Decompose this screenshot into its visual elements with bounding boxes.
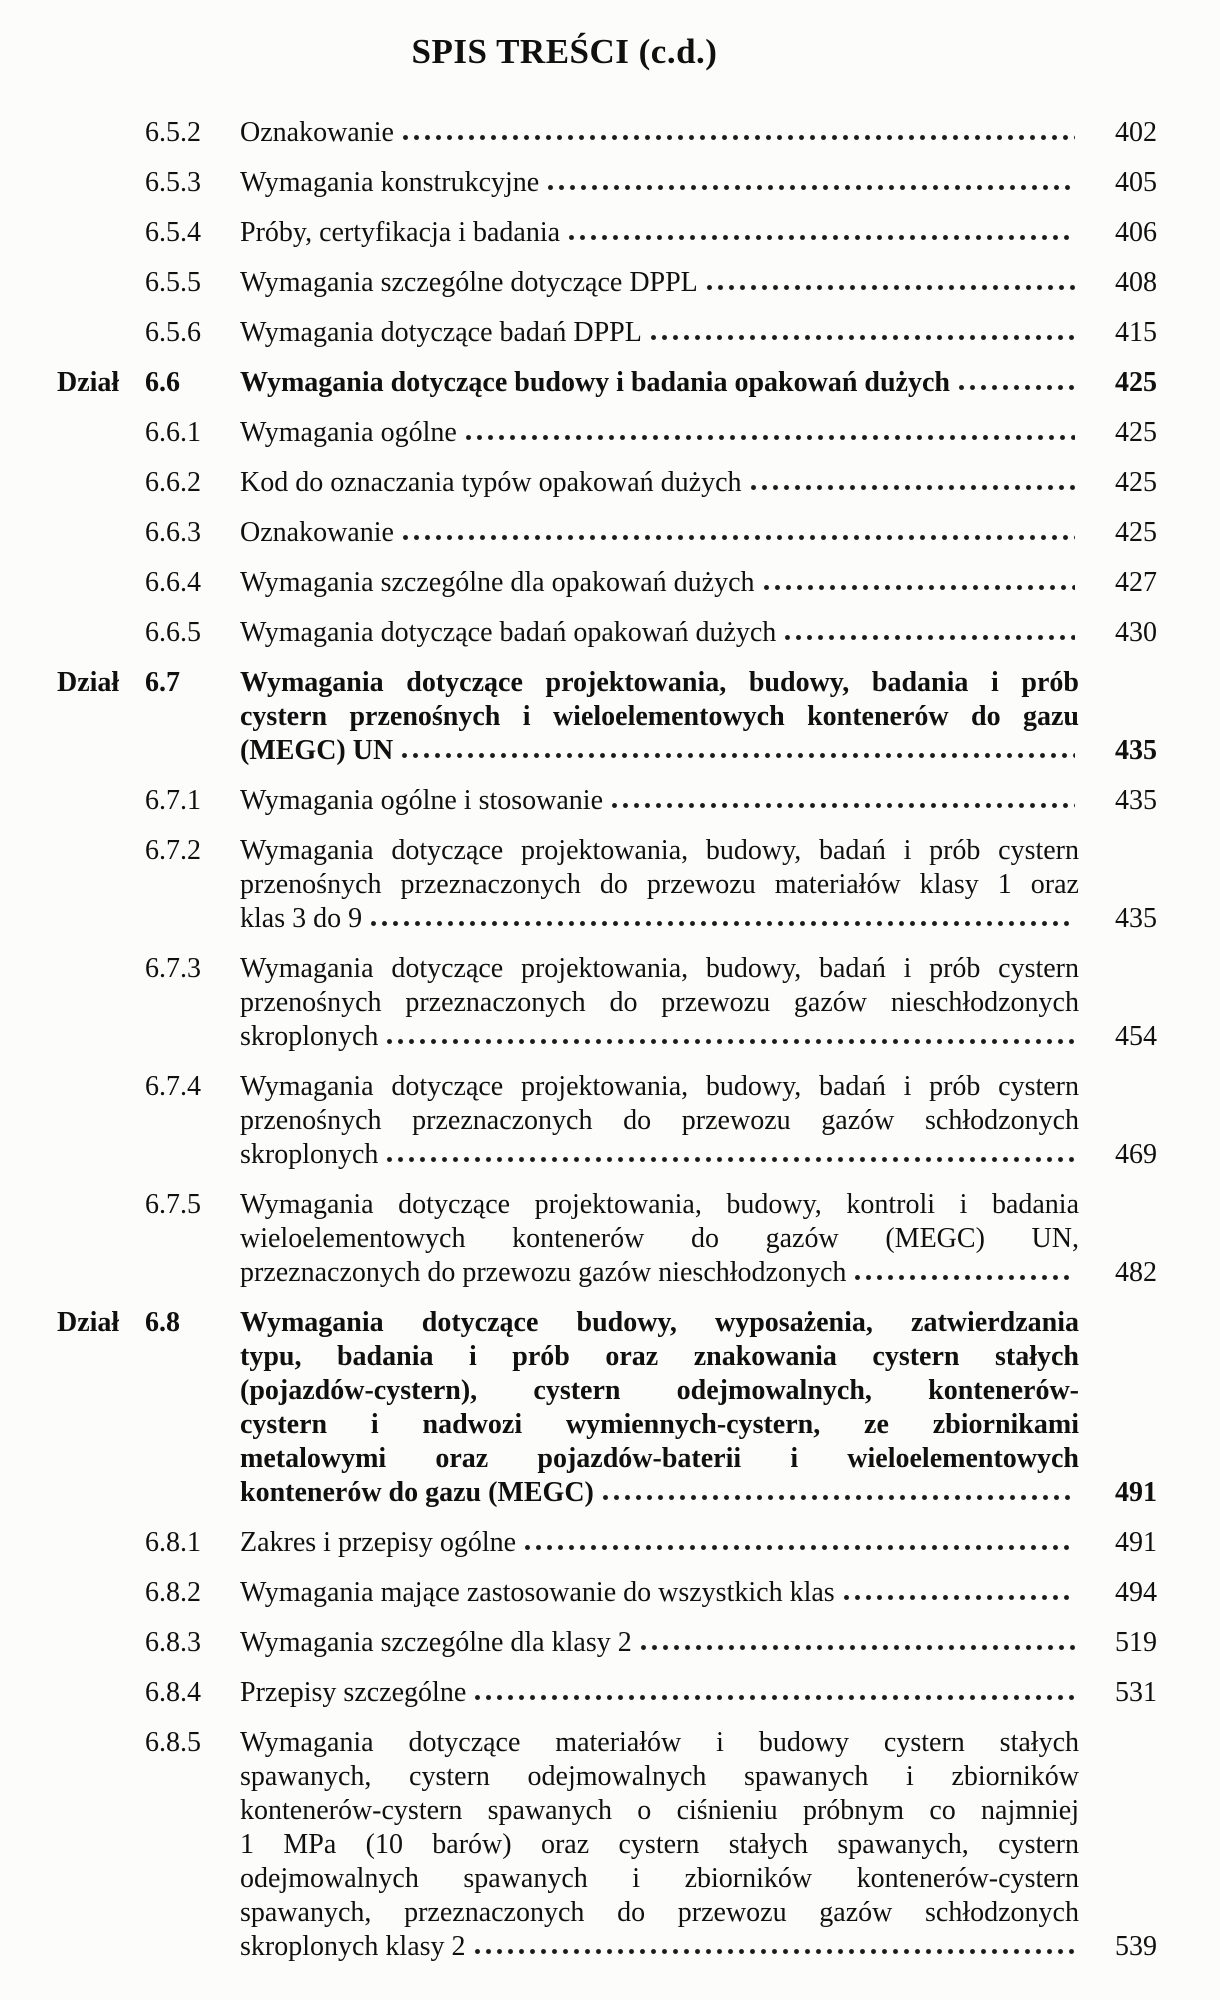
entry-line	[240, 516, 1079, 550]
page-number: 494	[1115, 1577, 1157, 1608]
page-number: 427	[1115, 567, 1157, 598]
entry-line-text: Wymagania ogólne	[240, 417, 457, 448]
entry-line	[240, 902, 1079, 936]
entry-line-text: przeznaczonych do przewozu gazów nieschłodzonych	[240, 1257, 847, 1288]
toc-entry	[57, 1306, 1157, 1510]
section-number: 6.5.3	[145, 167, 201, 198]
entry-line	[240, 316, 1079, 350]
entry-title	[240, 166, 1079, 200]
page-number: 425	[1115, 467, 1157, 498]
section-number: 6.7	[145, 667, 180, 698]
dot-leader	[522, 1544, 1075, 1551]
entry-line-text: Kod do oznaczania typów opakowań dużych	[240, 467, 742, 498]
entry-line	[240, 784, 1079, 818]
entry-title	[240, 116, 1079, 150]
dot-leader	[472, 1694, 1075, 1701]
entry-line-text: skroplonych	[240, 1021, 379, 1052]
entry-title	[240, 834, 1079, 936]
toc-entry	[57, 466, 1157, 500]
entry-line	[240, 734, 1079, 768]
entry-line	[240, 1020, 1079, 1054]
entry-line: Wymagania dotyczące projektowania, budowy, badań i prób cystern	[240, 1071, 1079, 1102]
entry-line-text: Wymagania dotyczące budowy i badania opakowań dużych	[240, 367, 950, 398]
section-number: 6.8.2	[145, 1577, 201, 1608]
entry-line: (pojazdów-cystern), cystern odejmowalnych, kontenerów-	[240, 1375, 1079, 1406]
entry-line-text: klas 3 do 9	[240, 903, 363, 934]
entry-line	[240, 466, 1079, 500]
entry-line: typu, badania i prób oraz znakowania cystern stałych	[240, 1341, 1079, 1372]
dot-leader	[638, 1644, 1075, 1651]
section-number: 6.8.4	[145, 1677, 201, 1708]
dot-leader	[463, 434, 1075, 441]
entry-title	[240, 366, 1079, 400]
entry-title	[240, 516, 1079, 550]
entry-line: przenośnych przeznaczonych do przewozu gazów schłodzonych	[240, 1105, 1079, 1136]
entry-line	[240, 616, 1079, 650]
toc-entry	[57, 1070, 1157, 1172]
page-number: 531	[1115, 1677, 1157, 1708]
dot-leader	[472, 1948, 1075, 1955]
section-number: 6.7.4	[145, 1071, 201, 1102]
entry-line	[240, 166, 1079, 200]
entry-line-text: Zakres i przepisy ogólne	[240, 1527, 517, 1558]
toc-entry	[57, 1626, 1157, 1660]
dot-leader	[368, 920, 1075, 927]
page-number: 519	[1115, 1627, 1157, 1658]
page-number: 415	[1115, 317, 1157, 348]
entry-line-text: Wymagania mające zastosowanie do wszystkich klas	[240, 1577, 835, 1608]
entry-line: przenośnych przeznaczonych do przewozu gazów nieschłodzonych	[240, 987, 1079, 1018]
dot-leader	[399, 752, 1075, 759]
entry-line: cystern i nadwozi wymiennych-cystern, ze zbiornikami	[240, 1409, 1079, 1440]
toc-entry	[57, 116, 1157, 150]
entry-line: spawanych, cystern odejmowalnych spawanych i zbiorników	[240, 1761, 1079, 1792]
entry-title	[240, 566, 1079, 600]
dot-leader	[609, 802, 1075, 809]
entry-title	[240, 1726, 1079, 1964]
page-number: 482	[1115, 1257, 1157, 1288]
section-number: 6.6.1	[145, 417, 201, 448]
entry-line-text: Wymagania dotyczące badań DPPL	[240, 317, 642, 348]
dot-leader	[956, 384, 1075, 391]
entry-line-text: Wymagania konstrukcyjne	[240, 167, 540, 198]
toc-entry	[57, 566, 1157, 600]
dot-leader	[400, 534, 1075, 541]
entry-line	[240, 366, 1079, 400]
toc-entry	[57, 952, 1157, 1054]
dot-leader	[704, 284, 1075, 291]
entry-line-text: Oznakowanie	[240, 117, 394, 148]
entry-line	[240, 1676, 1079, 1710]
section-number: 6.8	[145, 1307, 180, 1338]
toc-entry	[57, 216, 1157, 250]
entry-line: Wymagania dotyczące projektowania, budowy, badań i prób cystern	[240, 953, 1079, 984]
section-number: 6.7.5	[145, 1189, 201, 1220]
chapter-label: Dział	[57, 367, 120, 398]
entry-title	[240, 216, 1079, 250]
section-number: 6.6.2	[145, 467, 201, 498]
entry-line-text: Wymagania szczególne dla opakowań dużych	[240, 567, 755, 598]
dot-leader	[761, 584, 1075, 591]
entry-line	[240, 566, 1079, 600]
entry-line	[240, 1626, 1079, 1660]
entry-line	[240, 1476, 1079, 1510]
entry-line	[240, 1256, 1079, 1290]
section-number: 6.5.6	[145, 317, 201, 348]
entry-line-text: skroplonych klasy 2	[240, 1931, 466, 1962]
page-number: 406	[1115, 217, 1157, 248]
entry-title	[240, 1188, 1079, 1290]
chapter-label: Dział	[57, 667, 120, 698]
entry-line	[240, 1930, 1079, 1964]
page-number: 425	[1115, 517, 1157, 548]
toc-entry	[57, 1726, 1157, 1964]
entry-line-text: Wymagania szczególne dotyczące DPPL	[240, 267, 698, 298]
entry-line-text: (MEGC) UN	[240, 735, 394, 766]
toc-entry	[57, 784, 1157, 818]
page-number: 435	[1115, 785, 1157, 816]
section-number: 6.8.5	[145, 1727, 201, 1758]
entry-line: Wymagania dotyczące materiałów i budowy cystern stałych	[240, 1727, 1079, 1758]
entry-line: kontenerów-cystern spawanych o ciśnieniu próbnym co najmniej	[240, 1795, 1079, 1826]
dot-leader	[782, 634, 1075, 641]
entry-line: Wymagania dotyczące projektowania, budowy, badań i prób cystern	[240, 835, 1079, 866]
toc-entry	[57, 1676, 1157, 1710]
entry-title	[240, 784, 1079, 818]
chapter-label: Dział	[57, 1307, 120, 1338]
entry-title	[240, 266, 1079, 300]
entry-line	[240, 116, 1079, 150]
entry-line: spawanych, przeznaczonych do przewozu gazów schłodzonych	[240, 1897, 1079, 1928]
page-number: 454	[1115, 1021, 1157, 1052]
section-number: 6.5.4	[145, 217, 201, 248]
section-number: 6.7.3	[145, 953, 201, 984]
entry-title	[240, 1626, 1079, 1660]
toc-entry	[57, 166, 1157, 200]
page-number: 425	[1115, 367, 1157, 398]
entry-line-text: skroplonych	[240, 1139, 379, 1170]
section-number: 6.5.2	[145, 117, 201, 148]
entry-title	[240, 1576, 1079, 1610]
dot-leader	[748, 484, 1076, 491]
entry-line	[240, 1138, 1079, 1172]
entry-title	[240, 1526, 1079, 1560]
toc-entry	[57, 366, 1157, 400]
section-number: 6.8.1	[145, 1527, 201, 1558]
page-number: 539	[1115, 1931, 1157, 1962]
entry-line: metalowymi oraz pojazdów-baterii i wieloelementowych	[240, 1443, 1079, 1474]
dot-leader	[400, 134, 1075, 141]
entry-line: odejmowalnych spawanych i zbiorników kontenerów-cystern	[240, 1863, 1079, 1894]
entry-line: cystern przenośnych i wieloelementowych kontenerów do gazu	[240, 701, 1079, 732]
page-number: 425	[1115, 417, 1157, 448]
dot-leader	[566, 234, 1075, 241]
entry-line: Wymagania dotyczące budowy, wyposażenia, zatwierdzania	[240, 1307, 1079, 1338]
dot-leader	[384, 1156, 1075, 1163]
entry-title	[240, 616, 1079, 650]
dot-leader	[600, 1494, 1075, 1501]
entry-line-text: Przepisy szczególne	[240, 1677, 467, 1708]
page-number: 435	[1115, 735, 1157, 766]
toc-list	[57, 116, 1157, 1964]
toc-entry	[57, 834, 1157, 936]
section-number: 6.7.2	[145, 835, 201, 866]
toc-entry	[57, 316, 1157, 350]
toc-entry	[57, 1188, 1157, 1290]
entry-title	[240, 1070, 1079, 1172]
section-number: 6.6.3	[145, 517, 201, 548]
entry-line-text: Próby, certyfikacja i badania	[240, 217, 561, 248]
page-number: 469	[1115, 1139, 1157, 1170]
page-number: 402	[1115, 117, 1157, 148]
toc-entry	[57, 516, 1157, 550]
entry-line	[240, 416, 1079, 450]
entry-title	[240, 1306, 1079, 1510]
page-number: 405	[1115, 167, 1157, 198]
entry-title	[240, 1676, 1079, 1710]
page-title: SPIS TREŚCI (c.d.)	[411, 32, 718, 71]
entry-line-text: Wymagania ogólne i stosowanie	[240, 785, 604, 816]
section-number: 6.6	[145, 367, 180, 398]
toc-entry	[57, 616, 1157, 650]
entry-title	[240, 952, 1079, 1054]
section-number: 6.7.1	[145, 785, 201, 816]
page-number: 491	[1115, 1477, 1157, 1508]
entry-line-text: Wymagania dotyczące badań opakowań dużych	[240, 617, 777, 648]
entry-title	[240, 666, 1079, 768]
page-number: 491	[1115, 1527, 1157, 1558]
toc-entry	[57, 1576, 1157, 1610]
toc-entry	[57, 416, 1157, 450]
page-number: 430	[1115, 617, 1157, 648]
entry-title	[240, 416, 1079, 450]
toc-entry	[57, 666, 1157, 768]
section-number: 6.6.4	[145, 567, 201, 598]
dot-leader	[384, 1038, 1075, 1045]
toc-entry	[57, 266, 1157, 300]
dot-leader	[852, 1274, 1075, 1281]
entry-title	[240, 316, 1079, 350]
dot-leader	[841, 1594, 1075, 1601]
section-number: 6.5.5	[145, 267, 201, 298]
page-number: 435	[1115, 903, 1157, 934]
entry-line: przenośnych przeznaczonych do przewozu materiałów klasy 1 oraz	[240, 869, 1079, 900]
toc-entry	[57, 1526, 1157, 1560]
entry-line: Wymagania dotyczące projektowania, budowy, badania i prób	[240, 667, 1079, 698]
entry-line: Wymagania dotyczące projektowania, budowy, kontroli i badania	[240, 1189, 1079, 1220]
section-number: 6.8.3	[145, 1627, 201, 1658]
entry-line	[240, 216, 1079, 250]
page-number: 408	[1115, 267, 1157, 298]
entry-line-text: kontenerów do gazu (MEGC)	[240, 1477, 594, 1508]
entry-line	[240, 1526, 1079, 1560]
entry-line	[240, 266, 1079, 300]
entry-line: wieloelementowych kontenerów do gazów (MEGC) UN,	[240, 1223, 1079, 1254]
entry-title	[240, 466, 1079, 500]
section-number: 6.6.5	[145, 617, 201, 648]
dot-leader	[648, 334, 1075, 341]
entry-line-text: Oznakowanie	[240, 517, 394, 548]
entry-line	[240, 1576, 1079, 1610]
entry-line: 1 MPa (10 barów) oraz cystern stałych spawanych, cystern	[240, 1829, 1079, 1860]
dot-leader	[545, 184, 1075, 191]
entry-line-text: Wymagania szczególne dla klasy 2	[240, 1627, 632, 1658]
